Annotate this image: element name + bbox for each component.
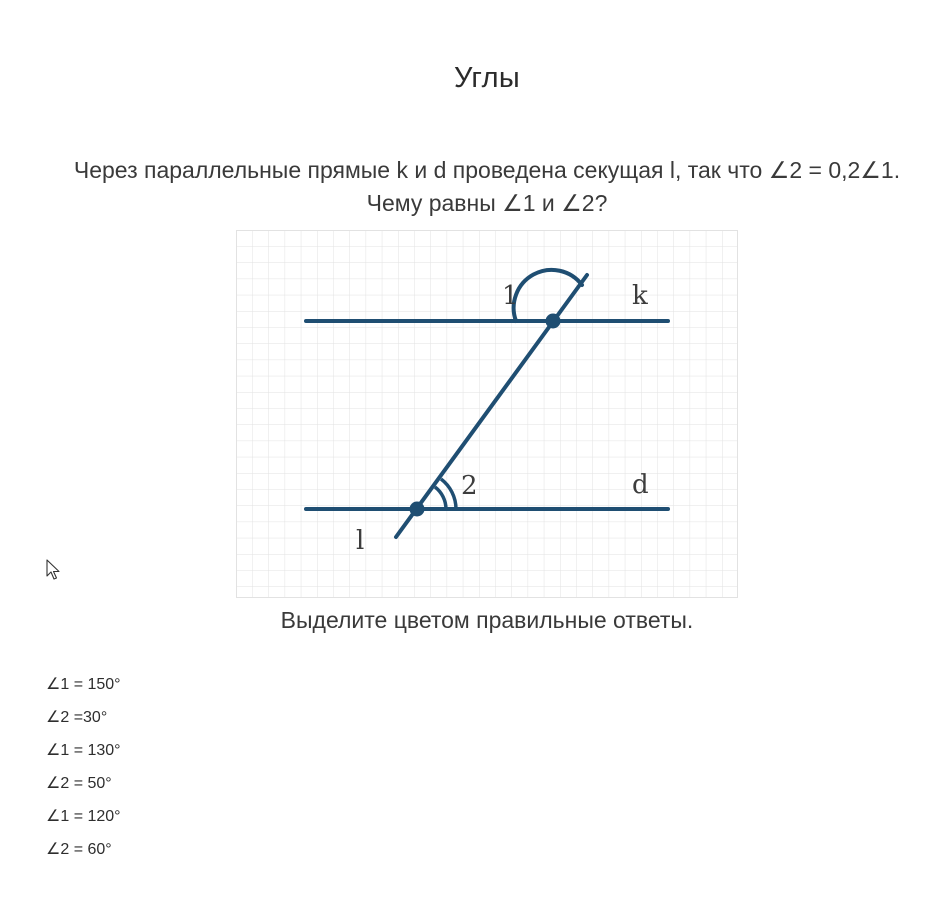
line-d-label: d <box>632 470 649 500</box>
angle-2-label: 2 <box>461 471 478 501</box>
answer-option[interactable]: ∠1 = 130° <box>46 742 121 759</box>
answer-option[interactable]: ∠2 = 50° <box>46 775 112 792</box>
intersection-point-d <box>410 502 425 517</box>
question-text: Через параллельные прямые k и d проведена секущая l, так что ∠2 = 0,2∠1. Чему равны ∠1 и ∠2? <box>73 157 901 216</box>
answer-option[interactable]: ∠2 = 60° <box>46 841 112 858</box>
answer-option[interactable]: ∠2 =30° <box>46 709 108 726</box>
geometry-figure <box>236 230 738 598</box>
answer-option[interactable]: ∠1 = 120° <box>46 808 121 825</box>
line-l-label: l <box>356 526 365 556</box>
instruction-text: Выделите цветом правильные ответы. <box>280 607 694 633</box>
answer-option[interactable]: ∠1 = 150° <box>46 676 121 693</box>
intersection-point-k <box>546 314 561 329</box>
page-title: Углы <box>453 62 521 94</box>
mouse-cursor-icon <box>46 559 60 581</box>
answer-list <box>46 672 121 870</box>
angle-1-label: 1 <box>502 281 519 311</box>
line-k-label: k <box>632 281 648 311</box>
